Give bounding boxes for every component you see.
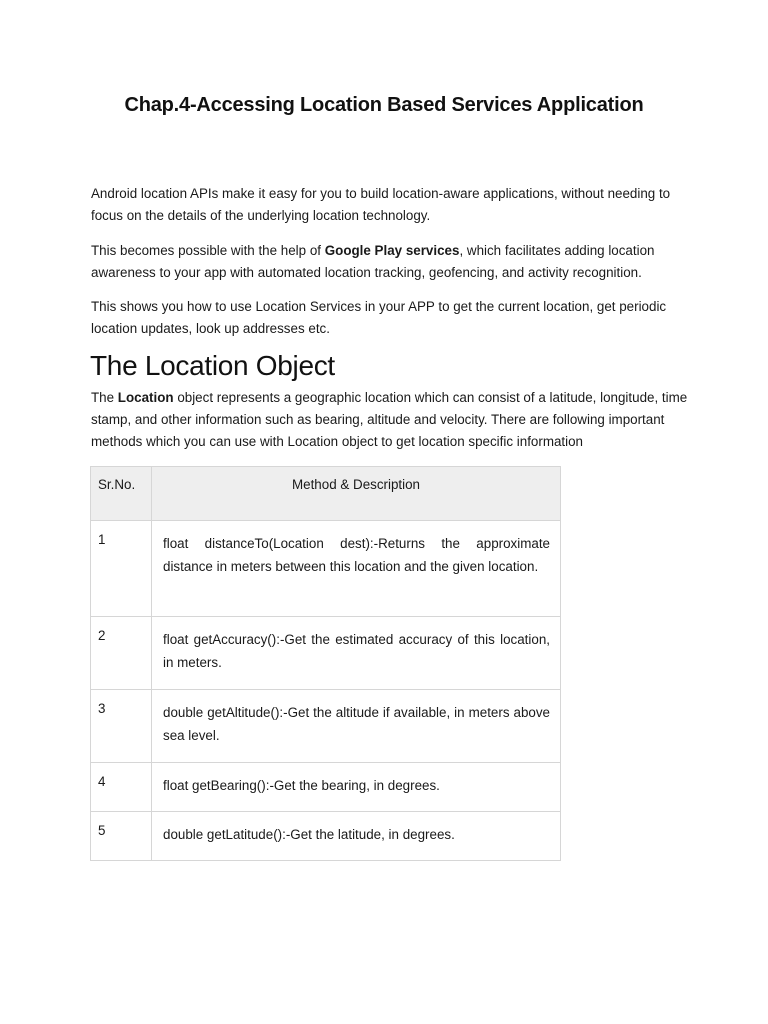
- row-method-description: double getAltitude():-Get the altitude if available, in meters above sea level.: [152, 690, 561, 763]
- intro-paragraph: Android location APIs make it easy for you to build location-aware applications, without needing to focus on the details of the underlying location technology.: [91, 186, 671, 223]
- overview-paragraph: This shows you how to use Location Services in your APP to get the current location, get periodic location updates, look up addresses etc.: [91, 299, 667, 336]
- row-method-description: float getAccuracy():-Get the estimated accuracy of this location, in meters.: [152, 617, 561, 690]
- table-row: [91, 763, 561, 812]
- methods-table: [90, 466, 561, 861]
- row-sr-number: 4: [91, 763, 152, 812]
- row-method-description: float getBearing():-Get the bearing, in degrees.: [152, 763, 561, 812]
- play-services-text-before: This becomes possible with the help of: [91, 243, 325, 258]
- row-sr-number: 5: [91, 812, 152, 861]
- play-services-paragraph: [91, 240, 681, 284]
- location-paragraph: [91, 387, 691, 453]
- location-text-after: object represents a geographic location which can consist of a latitude, longitude, time stamp, and other information such as bearing, altitude and velocity. There are following important methods which you can use with Location object to get location specific information: [91, 390, 688, 449]
- location-emphasis: Location: [117, 390, 174, 405]
- row-method-description: double getLatitude():-Get the latitude, in degrees.: [152, 812, 561, 861]
- table-row: [91, 617, 561, 690]
- row-method-description: float distanceTo(Location dest):-Returns the approximate distance in meters between this location and the given location.: [152, 521, 561, 617]
- location-text-before: The: [91, 390, 118, 405]
- google-play-services-emphasis: Google Play services: [324, 243, 460, 258]
- table-row: [91, 521, 561, 617]
- row-sr-number: 3: [91, 690, 152, 763]
- header-sr-no: Sr.No.: [91, 467, 152, 521]
- table-row: [91, 812, 561, 861]
- row-sr-number: 1: [91, 521, 152, 617]
- play-services-text-after: , which facilitates adding location awareness to your app with automated location tracking, geofencing, and activity recognition.: [91, 243, 655, 280]
- page-title: Chap.4-Accessing Location Based Services Application: [124, 94, 644, 116]
- row-sr-number: 2: [91, 617, 152, 690]
- header-method-description: Method & Description: [152, 467, 561, 521]
- table-row: [91, 690, 561, 763]
- table-header-row: [91, 467, 561, 521]
- section-heading: The Location Object: [90, 350, 335, 381]
